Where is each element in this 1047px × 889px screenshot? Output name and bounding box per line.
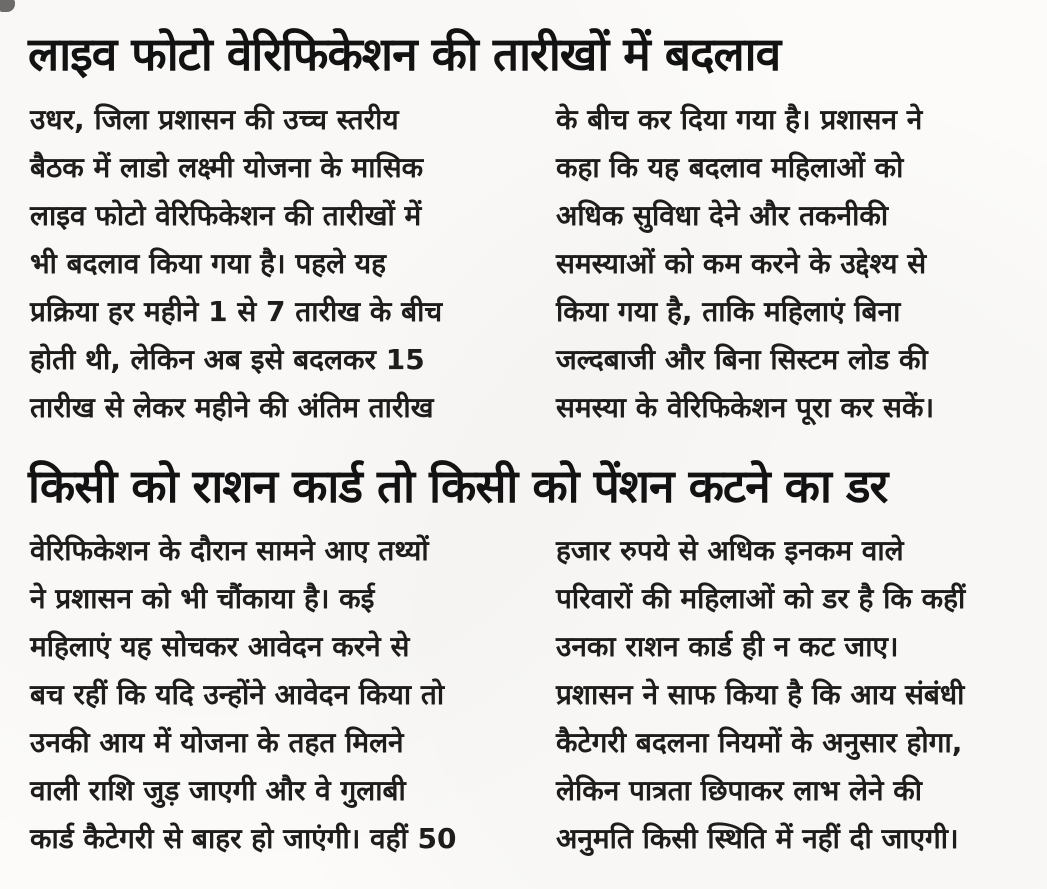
body-line: तारीख से लेकर महीने की अंतिम तारीख	[30, 390, 434, 424]
body-line: जल्दबाजी और बिना सिस्टम लोड की	[556, 342, 928, 376]
article-body	[0, 515, 1047, 863]
column-left	[30, 96, 470, 432]
body-line: परिवारों की महिलाओं को डर है कि कहीं	[556, 582, 966, 615]
body-line: हजार रुपये से अधिक इनकम वाले	[556, 534, 904, 567]
body-line: उनकी आय में योजना के तहत मिलने	[30, 726, 404, 759]
body-line: महिलाएं यह सोचकर आवेदन करने से	[30, 630, 410, 663]
column-right	[556, 527, 996, 863]
body-line: वाली राशि जुड़ जाएगी और वे गुलाबी	[30, 774, 406, 807]
news-headline: लाइव फोटो वेरिफिकेशन की तारीखों में बदलाव	[28, 27, 781, 81]
body-line: वेरिफिकेशन के दौरान सामने आए तथ्यों	[30, 534, 429, 567]
body-line: उधर, जिला प्रशासन की उच्च स्तरीय	[30, 102, 399, 136]
column-left	[30, 527, 470, 863]
body-line: बच रहीं कि यदि उन्होंने आवेदन किया तो	[30, 678, 445, 711]
body-line: समस्याओं को कम करने के उद्देश्य से	[556, 246, 927, 280]
article-ration-pension-fear	[0, 442, 1047, 864]
body-line: के बीच कर दिया गया है। प्रशासन ने	[556, 102, 923, 136]
body-line: होती थी, लेकिन अब इसे बदलकर 15	[30, 342, 425, 376]
body-line: भी बदलाव किया गया है। पहले यह	[30, 246, 386, 280]
body-line: अनुमति किसी स्थिति में नहीं दी जाएगी।	[556, 822, 959, 855]
body-line: लाइव फोटो वेरिफिकेशन की तारीखों में	[30, 198, 422, 232]
body-line: किया गया है, ताकि महिलाएं बिना	[556, 294, 901, 328]
body-line: कहा कि यह बदलाव महिलाओं को	[556, 150, 904, 184]
article-body	[0, 84, 1047, 442]
body-line: प्रशासन ने साफ किया है कि आय संबंधी	[556, 678, 965, 711]
body-line: प्रक्रिया हर महीने 1 से 7 तारीख के बीच	[30, 294, 443, 328]
news-headline: किसी को राशन कार्ड तो किसी को पेंशन कटने का डर	[28, 458, 888, 513]
body-line: ने प्रशासन को भी चौंकाया है। कई	[30, 582, 375, 615]
body-line: उनका राशन कार्ड ही न कट जाए।	[556, 630, 899, 663]
body-line: समस्या के वेरिफिकेशन पूरा कर सकें।	[556, 390, 935, 424]
column-right	[556, 96, 996, 432]
body-line: कार्ड कैटेगरी से बाहर हो जाएंगी। वहीं 50	[30, 822, 457, 855]
body-line: कैटेगरी बदलना नियमों के अनुसार होगा,	[556, 726, 963, 759]
body-line: बैठक में लाडो लक्ष्मी योजना के मासिक	[30, 150, 424, 184]
body-line: लेकिन पात्रता छिपाकर लाभ लेने की	[556, 774, 923, 807]
body-line: अधिक सुविधा देने और तकनीकी	[556, 198, 889, 232]
article-photo-verification	[0, 0, 1047, 442]
